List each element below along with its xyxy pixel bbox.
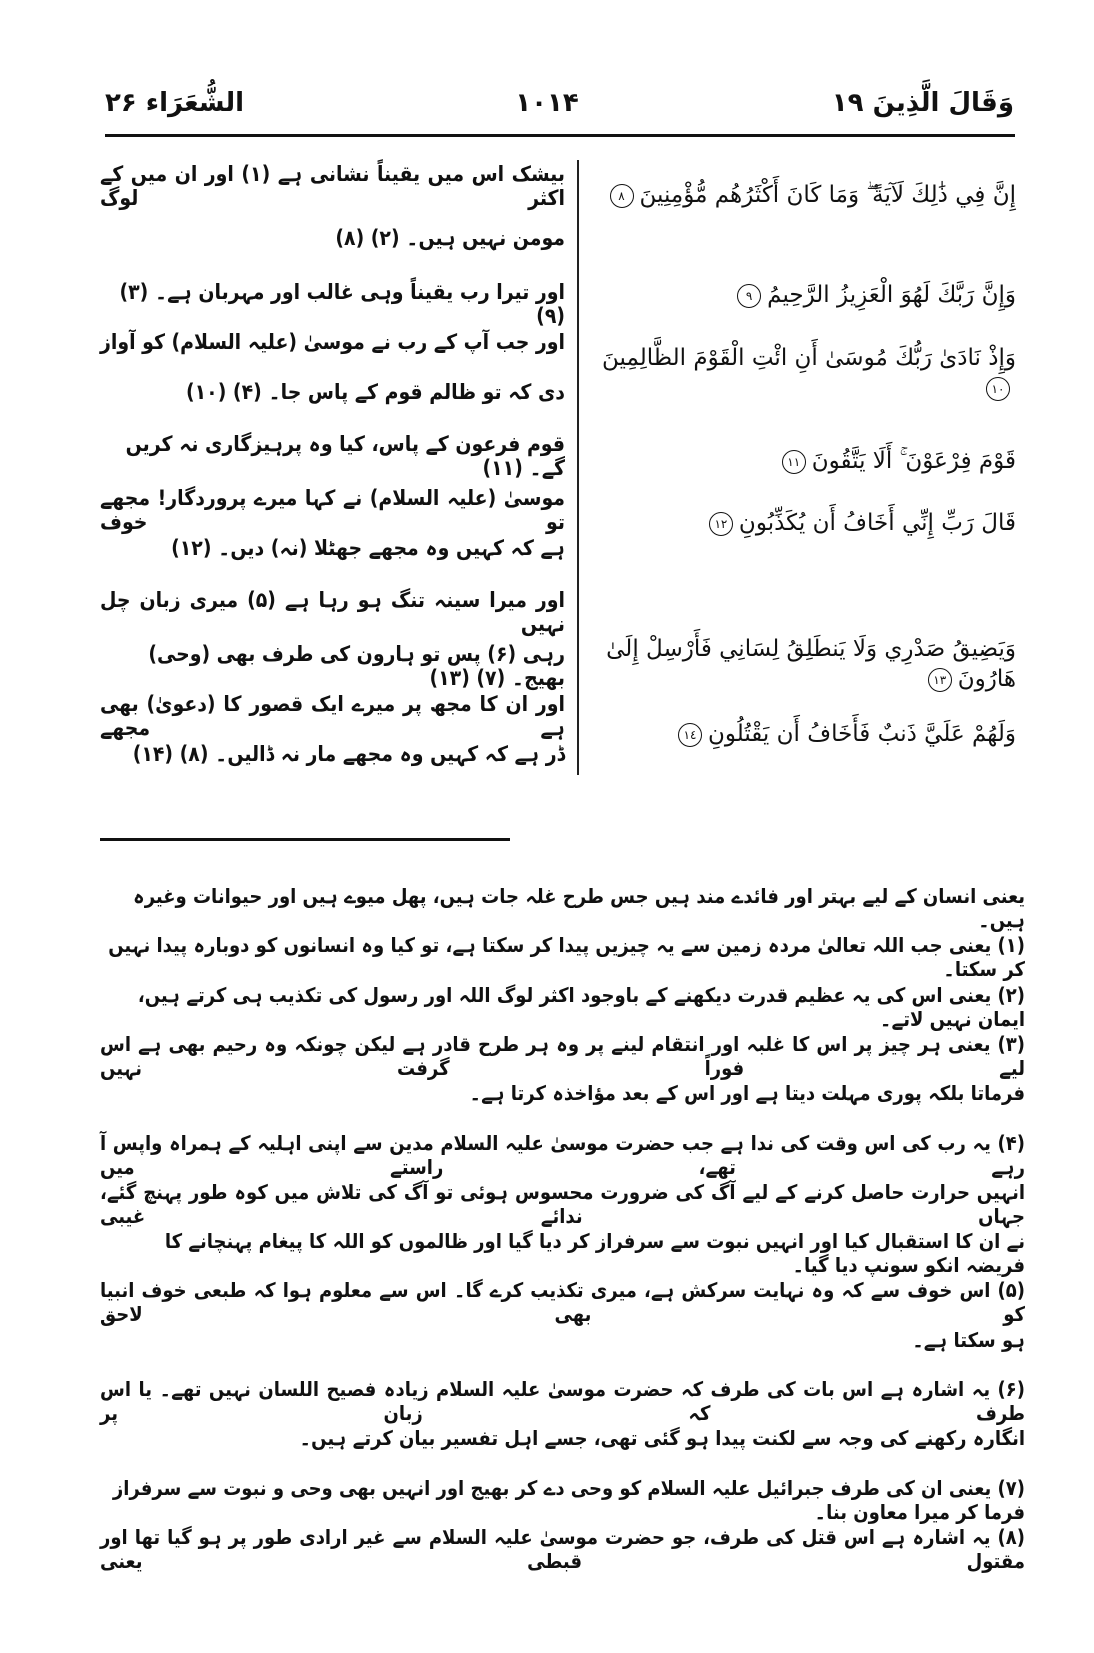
verse-text: وَإِذْ نَادَىٰ رَبُّكَ مُوسَىٰ أَنِ ائْتِ الْقَوْمَ الظَّالِمِينَ	[602, 345, 1016, 371]
footnote-line: (۲) یعنی اس کی یہ عظیم قدرت دیکھنے کے باوجود اکثر لوگ اللہ اور رسول کی تکذیب ہی کرتے ہیں، ایمان نہیں لاتے۔	[137, 982, 1025, 1031]
verse-text: وَإِنَّ رَبَّكَ لَهُوَ الْعَزِيزُ الرَّحِيمُ	[767, 282, 1016, 308]
verse-end-marker-icon: ١١	[782, 450, 806, 474]
footnote-line: (۸) یہ اشارہ ہے اس قتل کی طرف، جو حضرت موسیٰ علیہ السلام سے غیر ارادی طور پر ہو گیا تھا اور مقتول قبطی یعنی	[100, 1524, 1025, 1573]
translation-line: قوم فرعون کے پاس، کیا وہ پرہیزگاری نہ کریں گے۔ (۱۱)	[125, 432, 565, 480]
verse-text: وَلَهُمْ عَلَيَّ ذَنبٌ فَأَخَافُ أَن يَقْتُلُونِ	[707, 721, 1016, 747]
translation-line: اور ان کا مجھ پر میرے ایک قصور کا (دعویٰ) بھی ہے مجھے	[100, 692, 565, 740]
verse-end-marker-icon: ٨	[610, 184, 634, 208]
verse	[586, 180, 1016, 210]
footnote-line: ہو سکتا ہے۔	[912, 1327, 1025, 1352]
translation-line: بیشک اس میں یقیناً نشانی ہے (۱) اور ان میں کے اکثر لوگ	[100, 162, 565, 210]
translation-line: اور تیرا رب یقیناً وہی غالب اور مہربان ہے۔ (۳) (۹)	[119, 280, 565, 328]
verse-end-marker-icon: ١٣	[928, 668, 952, 692]
footnote-separator	[100, 838, 510, 841]
footnote-line: (۱) یعنی جب اللہ تعالیٰ مردہ زمین سے یہ چیزیں پیدا کر سکتا ہے، تو کیا وہ انسانوں کو دوبارہ پیدا نہیں کر سکتا۔	[108, 933, 1025, 982]
footnote-line: یعنی انسان کے لیے بہتر اور فائدے مند ہیں جس طرح غلہ جات ہیں، پھل میوے ہیں اور حیوانات وغیرہ ہیں۔	[132, 884, 1025, 932]
translation-line: اور میرا سینہ تنگ ہو رہا ہے (۵) میری زبان چل نہیں	[100, 588, 565, 636]
verse	[586, 634, 1016, 694]
page-number: ۱۰۱۴	[515, 88, 579, 118]
verse	[586, 343, 1016, 403]
footnote-line: انہیں حرارت حاصل کرنے کے لیے آگ کی ضرورت محسوس ہوئی تو آگ کی تلاش میں کوہ طور پہنچ گئے، جہاں ندائے غیبی	[100, 1179, 1025, 1228]
verse	[586, 719, 1016, 749]
translation-line: موسیٰ (علیہ السلام) نے کہا میرے پروردگار! مجھے تو خوف	[100, 486, 565, 534]
footnote-line: (۳) یعنی ہر چیز پر اس کا غلبہ اور انتقام لینے پر وہ ہر طرح قادر ہے لیکن چونکہ وہ رحیم بھی ہے اس لیے فوراً گرفت نہیں	[100, 1031, 1025, 1080]
verse-end-marker-icon: ٩	[737, 284, 761, 308]
column-divider	[577, 160, 579, 775]
header-rule	[105, 134, 1015, 137]
verse-text: قَالَ رَبِّ إِنِّي أَخَافُ أَن يُكَذِّبُونِ	[738, 510, 1016, 536]
translation-line: ہے کہ کہیں وہ مجھے جھٹلا (نہ) دیں۔ (۱۲)	[171, 536, 565, 560]
verse-text: وَيَضِيقُ صَدْرِي وَلَا يَنطَلِقُ لِسَانِي فَأَرْسِلْ إِلَىٰ هَارُونَ	[606, 636, 1016, 692]
footnote-line: (۶) یہ اشارہ ہے اس بات کی طرف کہ حضرت موسیٰ علیہ السلام زیادہ فصیح اللسان نہیں تھے۔ یا اس طرف کہ زبان پر	[100, 1377, 1025, 1425]
juz-title: وَقَالَ الَّذِينَ ١٩	[831, 88, 1014, 118]
footnote-line: انگارہ رکھنے کی وجہ سے لکنت پیدا ہو گئی تھی، جسے اہل تفسیر بیان کرتے ہیں۔	[299, 1426, 1025, 1451]
translation-line: اور جب آپ کے رب نے موسیٰ (علیہ السلام) کو آواز	[100, 330, 565, 354]
verse-text: قَوْمَ فِرْعَوْنَ ۚ أَلَا يَتَّقُونَ	[811, 448, 1016, 474]
footnote-line: فرماتا بلکہ پوری مہلت دیتا ہے اور اس کے بعد مؤاخذہ کرتا ہے۔	[469, 1081, 1025, 1106]
verse-end-marker-icon: ١٤	[678, 723, 702, 747]
translation-line: رہی (۶) پس تو ہارون کی طرف بھی (وحی) بھیج۔ (۷) (۱۳)	[148, 642, 565, 690]
footnote-line: نے ان کا استقبال کیا اور انہیں نبوت سے سرفراز کر دیا گیا اور ظالموں کو اللہ کا پیغام پہنچانے کا فریضہ انکو سونپ دیا گیا۔	[164, 1229, 1025, 1278]
translation-line: دی کہ تو ظالم قوم کے پاس جا۔ (۴) (۱۰)	[186, 380, 565, 404]
translation-line: ڈر ہے کہ کہیں وہ مجھے مار نہ ڈالیں۔ (۸) (۱۴)	[132, 742, 565, 766]
verse	[586, 446, 1016, 476]
verse	[586, 280, 1016, 310]
verse-text: إِنَّ فِي ذَٰلِكَ لَآيَةً ۖ وَمَا كَانَ أَكْثَرُهُم مُّؤْمِنِينَ	[639, 182, 1016, 208]
footnote-line: (۵) اس خوف سے کہ وہ نہایت سرکش ہے، میری تکذیب کرے گا۔ اس سے معلوم ہوا کہ طبعی خوف انبیا کو بھی لاحق	[100, 1278, 1025, 1327]
verse-end-marker-icon: ١٠	[986, 377, 1010, 401]
verse	[586, 508, 1016, 538]
translation-line: مومن نہیں ہیں۔ (۲) (۸)	[335, 226, 565, 250]
footnote-line: (۷) یعنی ان کی طرف جبرائیل علیہ السلام کو وحی دے کر بھیج اور انہیں بھی وحی و نبوت سے سرفراز فرما کر میرا معاون بنا۔	[112, 1475, 1025, 1524]
verse-end-marker-icon: ١٢	[709, 512, 733, 536]
footnote-line: (۴) یہ رب کی اس وقت کی ندا ہے جب حضرت موسیٰ علیہ السلام مدین سے اپنی اہلیہ کے ہمراہ واپس آ رہے تھے، راستے میں	[100, 1130, 1025, 1179]
surah-title: الشُّعَرَاء ۲۶	[105, 88, 244, 118]
